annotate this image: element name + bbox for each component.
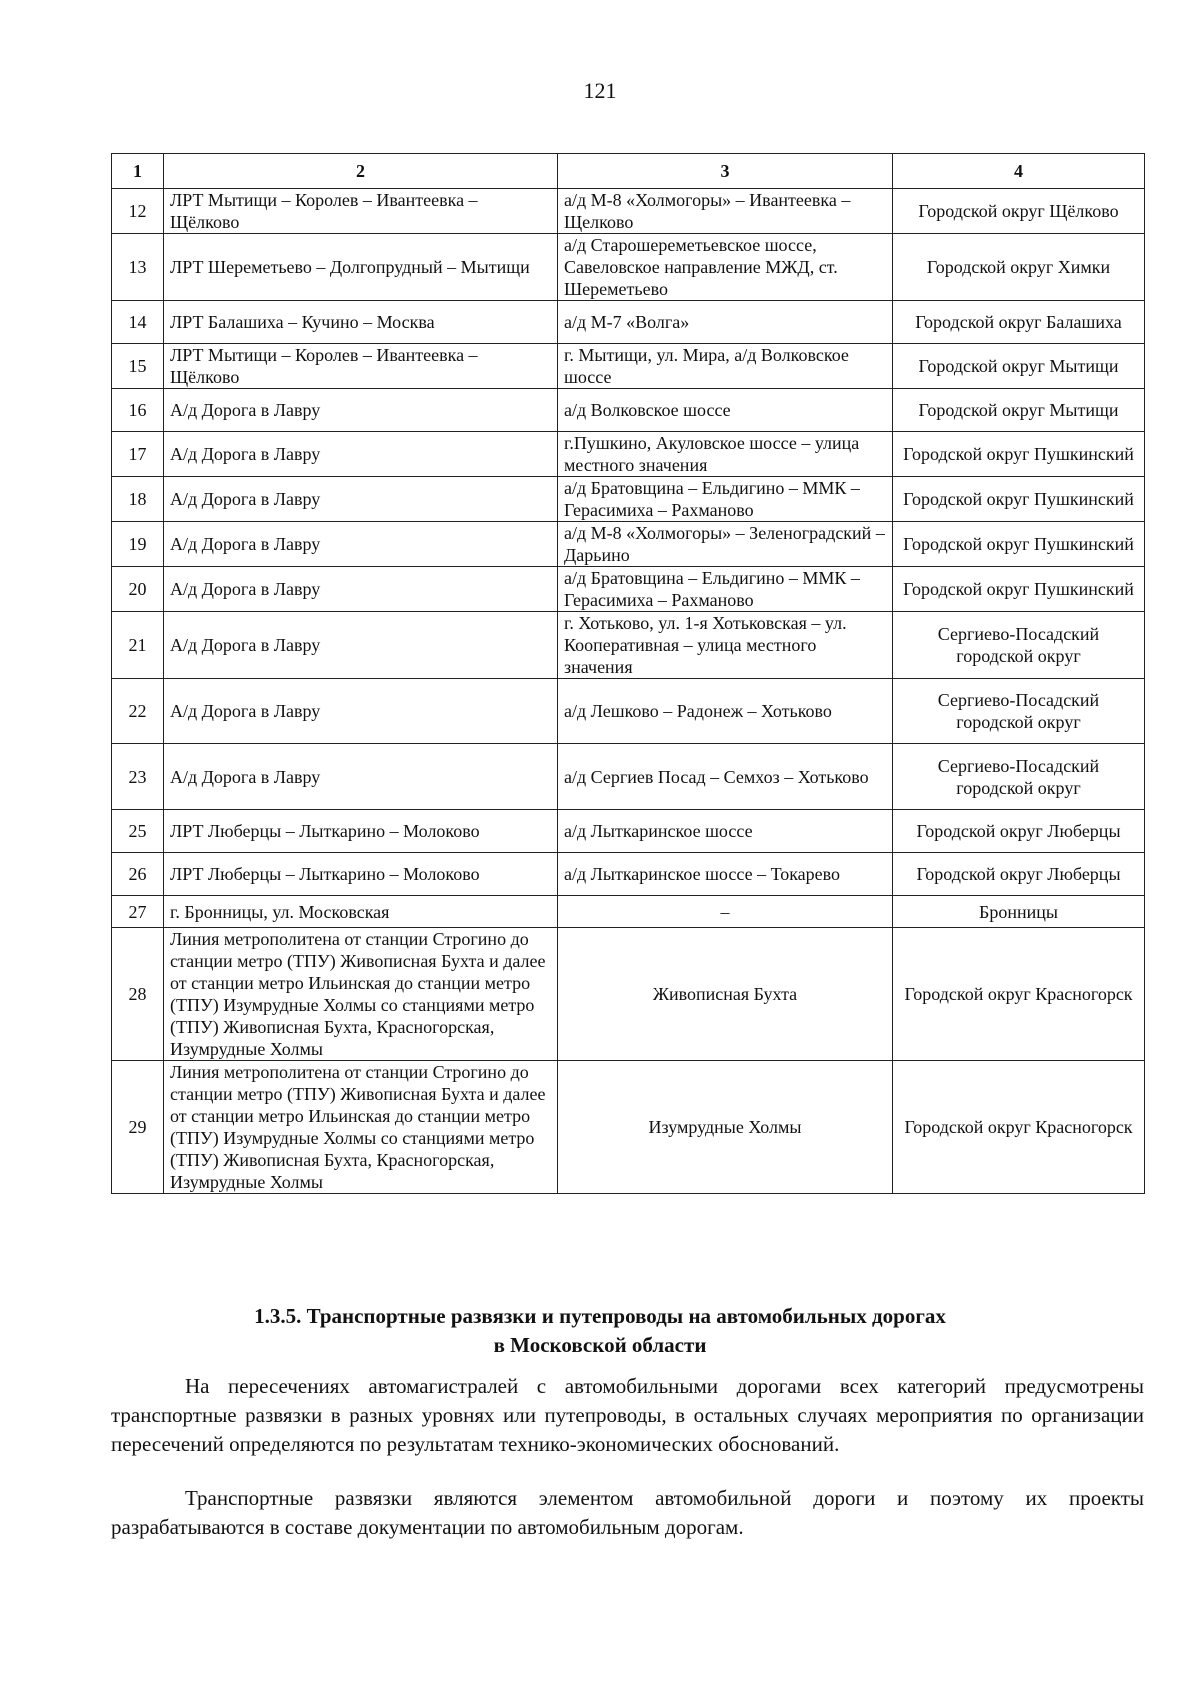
row-route: А/д Дорога в Лавру [164, 744, 558, 810]
table-body [112, 189, 1145, 1194]
row-district: Бронницы [893, 896, 1145, 928]
row-route: А/д Дорога в Лавру [164, 432, 558, 477]
row-location: а/д Братовщина – Ельдигино – ММК – Герасимиха – Рахманово [558, 567, 893, 612]
table-row [112, 1061, 1145, 1194]
row-location: г. Мытищи, ул. Мира, а/д Волковское шоссе [558, 344, 893, 389]
table-row [112, 389, 1145, 432]
row-route: г. Бронницы, ул. Московская [164, 896, 558, 928]
row-location: а/д Лыткаринское шоссе [558, 810, 893, 853]
row-route: Линия метрополитена от станции Строгино до станции метро (ТПУ) Живописная Бухта и далее от станции метро Ильинская до станции метро (ТПУ) Изумрудные Холмы со станциями метро (ТПУ) Живописная Бухта, Красногорская, Изумрудные Холмы [164, 1061, 558, 1194]
row-route: А/д Дорога в Лавру [164, 389, 558, 432]
section-title-line-1: 1.3.5. Транспортные развязки и путепроводы на автомобильных дорогах [254, 1304, 946, 1328]
row-route: А/д Дорога в Лавру [164, 679, 558, 744]
header-col-4: 4 [893, 154, 1145, 189]
row-district: Городской округ Балашиха [893, 301, 1145, 344]
row-number: 29 [112, 1061, 164, 1194]
table-row [112, 432, 1145, 477]
header-col-1: 1 [112, 154, 164, 189]
row-number: 27 [112, 896, 164, 928]
row-number: 18 [112, 477, 164, 522]
row-number: 12 [112, 189, 164, 234]
row-number: 22 [112, 679, 164, 744]
table-row [112, 928, 1145, 1061]
row-route: ЛРТ Мытищи – Королев – Ивантеевка – Щёлково [164, 344, 558, 389]
table-row [112, 679, 1145, 744]
row-number: 14 [112, 301, 164, 344]
row-route: А/д Дорога в Лавру [164, 567, 558, 612]
row-location: Изумрудные Холмы [558, 1061, 893, 1194]
data-table [111, 153, 1145, 1194]
row-number: 13 [112, 234, 164, 301]
row-district: Городской округ Химки [893, 234, 1145, 301]
table-row [112, 744, 1145, 810]
row-district: Городской округ Пушкинский [893, 567, 1145, 612]
row-route: Линия метрополитена от станции Строгино до станции метро (ТПУ) Живописная Бухта и далее от станции метро Ильинская до станции метро (ТПУ) Изумрудные Холмы со станциями метро (ТПУ) Живописная Бухта, Красногорская, Изумрудные Холмы [164, 928, 558, 1061]
row-route: ЛРТ Балашиха – Кучино – Москва [164, 301, 558, 344]
row-district: Городской округ Пушкинский [893, 477, 1145, 522]
table-row [112, 234, 1145, 301]
table-row [112, 896, 1145, 928]
row-location: а/д Старошереметьевское шоссе, Савеловское направление МЖД, ст. Шереметьево [558, 234, 893, 301]
table-row [112, 853, 1145, 896]
row-route: ЛРТ Люберцы – Лыткарино – Молоково [164, 853, 558, 896]
row-route: А/д Дорога в Лавру [164, 522, 558, 567]
table-row [112, 344, 1145, 389]
section-title-line-2: в Московской области [493, 1333, 707, 1357]
row-district: Городской округ Мытищи [893, 344, 1145, 389]
row-district: Городской округ Щёлково [893, 189, 1145, 234]
row-district: Сергиево-Посадский городской округ [893, 612, 1145, 679]
row-number: 15 [112, 344, 164, 389]
row-route: ЛРТ Мытищи – Королев – Ивантеевка – Щёлково [164, 189, 558, 234]
header-col-3: 3 [558, 154, 893, 189]
row-number: 21 [112, 612, 164, 679]
row-route: А/д Дорога в Лавру [164, 477, 558, 522]
row-number: 16 [112, 389, 164, 432]
row-location: а/д Лыткаринское шоссе – Токарево [558, 853, 893, 896]
paragraph-2: Транспортные развязки являются элементом автомобильной дороги и поэтому их проекты разрабатываются в составе документации по автомобильным дорогам. [111, 1486, 1144, 1539]
row-location: а/д Волковское шоссе [558, 389, 893, 432]
table-row [112, 612, 1145, 679]
row-district: Городской округ Пушкинский [893, 432, 1145, 477]
section-title [0, 1302, 1200, 1360]
row-number: 17 [112, 432, 164, 477]
table-row [112, 810, 1145, 853]
row-number: 26 [112, 853, 164, 896]
header-col-2: 2 [164, 154, 558, 189]
paragraph-1: На пересечениях автомагистралей с автомобильными дорогами всех категорий предусмотрены транспортные развязки в разных уровнях или путепроводы, в остальных случаях мероприятия по организации пересечений определяются по результатам технико-экономических обоснований. [111, 1374, 1144, 1456]
row-location: а/д Братовщина – Ельдигино – ММК – Герасимиха – Рахманово [558, 477, 893, 522]
row-location: а/д Лешково – Радонеж – Хотьково [558, 679, 893, 744]
row-route: ЛРТ Шереметьево – Долгопрудный – Мытищи [164, 234, 558, 301]
row-location: а/д Сергиев Посад – Семхоз – Хотьково [558, 744, 893, 810]
row-district: Городской округ Люберцы [893, 810, 1145, 853]
table-row [112, 189, 1145, 234]
row-route: ЛРТ Люберцы – Лыткарино – Молоково [164, 810, 558, 853]
row-number: 25 [112, 810, 164, 853]
row-location: г. Хотьково, ул. 1-я Хотьковская – ул. Кооперативная – улица местного значения [558, 612, 893, 679]
row-location: а/д М-8 «Холмогоры» – Зеленоградский – Дарьино [558, 522, 893, 567]
row-district: Городской округ Красногорск [893, 1061, 1145, 1194]
row-route: А/д Дорога в Лавру [164, 612, 558, 679]
row-number: 19 [112, 522, 164, 567]
row-location: Живописная Бухта [558, 928, 893, 1061]
row-location: а/д М-8 «Холмогоры» – Ивантеевка – Щелково [558, 189, 893, 234]
row-district: Сергиево-Посадский городской округ [893, 744, 1145, 810]
row-district: Городской округ Мытищи [893, 389, 1145, 432]
table-row [112, 522, 1145, 567]
table-row [112, 567, 1145, 612]
table-header [112, 154, 1145, 189]
row-location: а/д М-7 «Волга» [558, 301, 893, 344]
table-row [112, 477, 1145, 522]
row-location: г.Пушкино, Акуловское шоссе – улица местного значения [558, 432, 893, 477]
row-location: – [558, 896, 893, 928]
page-number: 121 [583, 78, 617, 103]
row-district: Сергиево-Посадский городской округ [893, 679, 1145, 744]
row-district: Городской округ Красногорск [893, 928, 1145, 1061]
row-number: 23 [112, 744, 164, 810]
row-number: 20 [112, 567, 164, 612]
row-number: 28 [112, 928, 164, 1061]
row-district: Городской округ Люберцы [893, 853, 1145, 896]
table-row [112, 301, 1145, 344]
header-row [112, 154, 1145, 189]
row-district: Городской округ Пушкинский [893, 522, 1145, 567]
